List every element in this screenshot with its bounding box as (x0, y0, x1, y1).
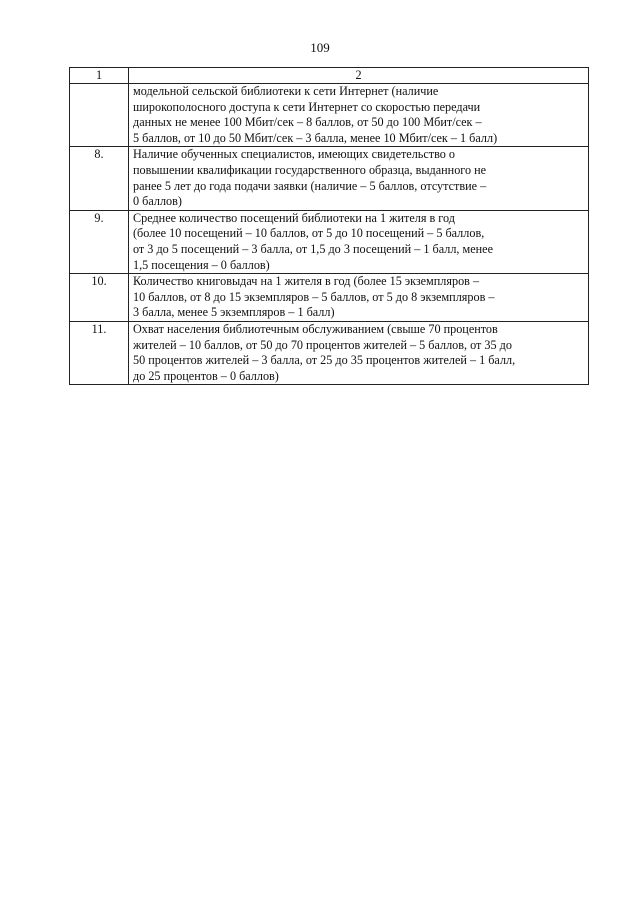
row-text (129, 210, 589, 273)
text-line: 5 баллов, от 10 до 50 Мбит/сек – 3 балла, менее 10 Мбит/сек – 1 балл) (133, 130, 498, 145)
text-line: 0 баллов) (133, 194, 182, 209)
table-header-row (70, 68, 589, 84)
row-text (129, 147, 589, 210)
page-number: 109 (310, 40, 330, 55)
row-number (70, 84, 129, 147)
table-row (70, 274, 589, 322)
row-text (129, 321, 589, 384)
table-row (70, 321, 589, 384)
text-line: от 3 до 5 посещений – 3 балла, от 1,5 до 3 посещений – 1 балл, менее (133, 241, 493, 256)
text-line: данных не менее 100 Мбит/сек – 8 баллов, от 50 до 100 Мбит/сек – (133, 115, 482, 130)
header-col-1: 1 (70, 68, 129, 84)
criteria-table (69, 67, 589, 385)
text-line: Охват населения библиотечным обслуживанием (свыше 70 процентов (133, 321, 498, 336)
text-line: Среднее количество посещений библиотеки на 1 жителя в год (133, 210, 455, 225)
text-line: повышении квалификации государственного образца, выданного не (133, 162, 487, 177)
row-number: 10. (70, 274, 129, 322)
row-text (129, 274, 589, 322)
text-line: до 25 процентов – 0 баллов) (133, 368, 279, 383)
table-row (70, 210, 589, 273)
row-number: 9. (70, 210, 129, 273)
row-text (129, 84, 589, 147)
header-col-2: 2 (129, 68, 589, 84)
text-line: 10 баллов, от 8 до 15 экземпляров – 5 баллов, от 5 до 8 экземпляров – (133, 289, 495, 304)
row-number: 8. (70, 147, 129, 210)
text-line: Наличие обученных специалистов, имеющих свидетельство о (133, 147, 455, 162)
row-number: 11. (70, 321, 129, 384)
text-line: Количество книговыдач на 1 жителя в год (более 15 экземпляров – (133, 274, 480, 289)
text-line: жителей – 10 баллов, от 50 до 70 процентов жителей – 5 баллов, от 35 до (133, 337, 512, 352)
text-line: 1,5 посещения – 0 баллов) (133, 257, 270, 272)
text-line: 50 процентов жителей – 3 балла, от 25 до 35 процентов жителей – 1 балл, (133, 353, 516, 368)
text-line: модельной сельской библиотеки к сети Интернет (наличие (133, 84, 439, 98)
text-line: (более 10 посещений – 10 баллов, от 5 до 10 посещений – 5 баллов, (133, 226, 485, 241)
table-row (70, 84, 589, 147)
text-line: широкополосного доступа к сети Интернет со скоростью передачи (133, 99, 481, 114)
text-line: 3 балла, менее 5 экземпляров – 1 балл) (133, 305, 335, 320)
table-row (70, 147, 589, 210)
text-line: ранее 5 лет до года подачи заявки (наличие – 5 баллов, отсутствие – (133, 178, 487, 193)
